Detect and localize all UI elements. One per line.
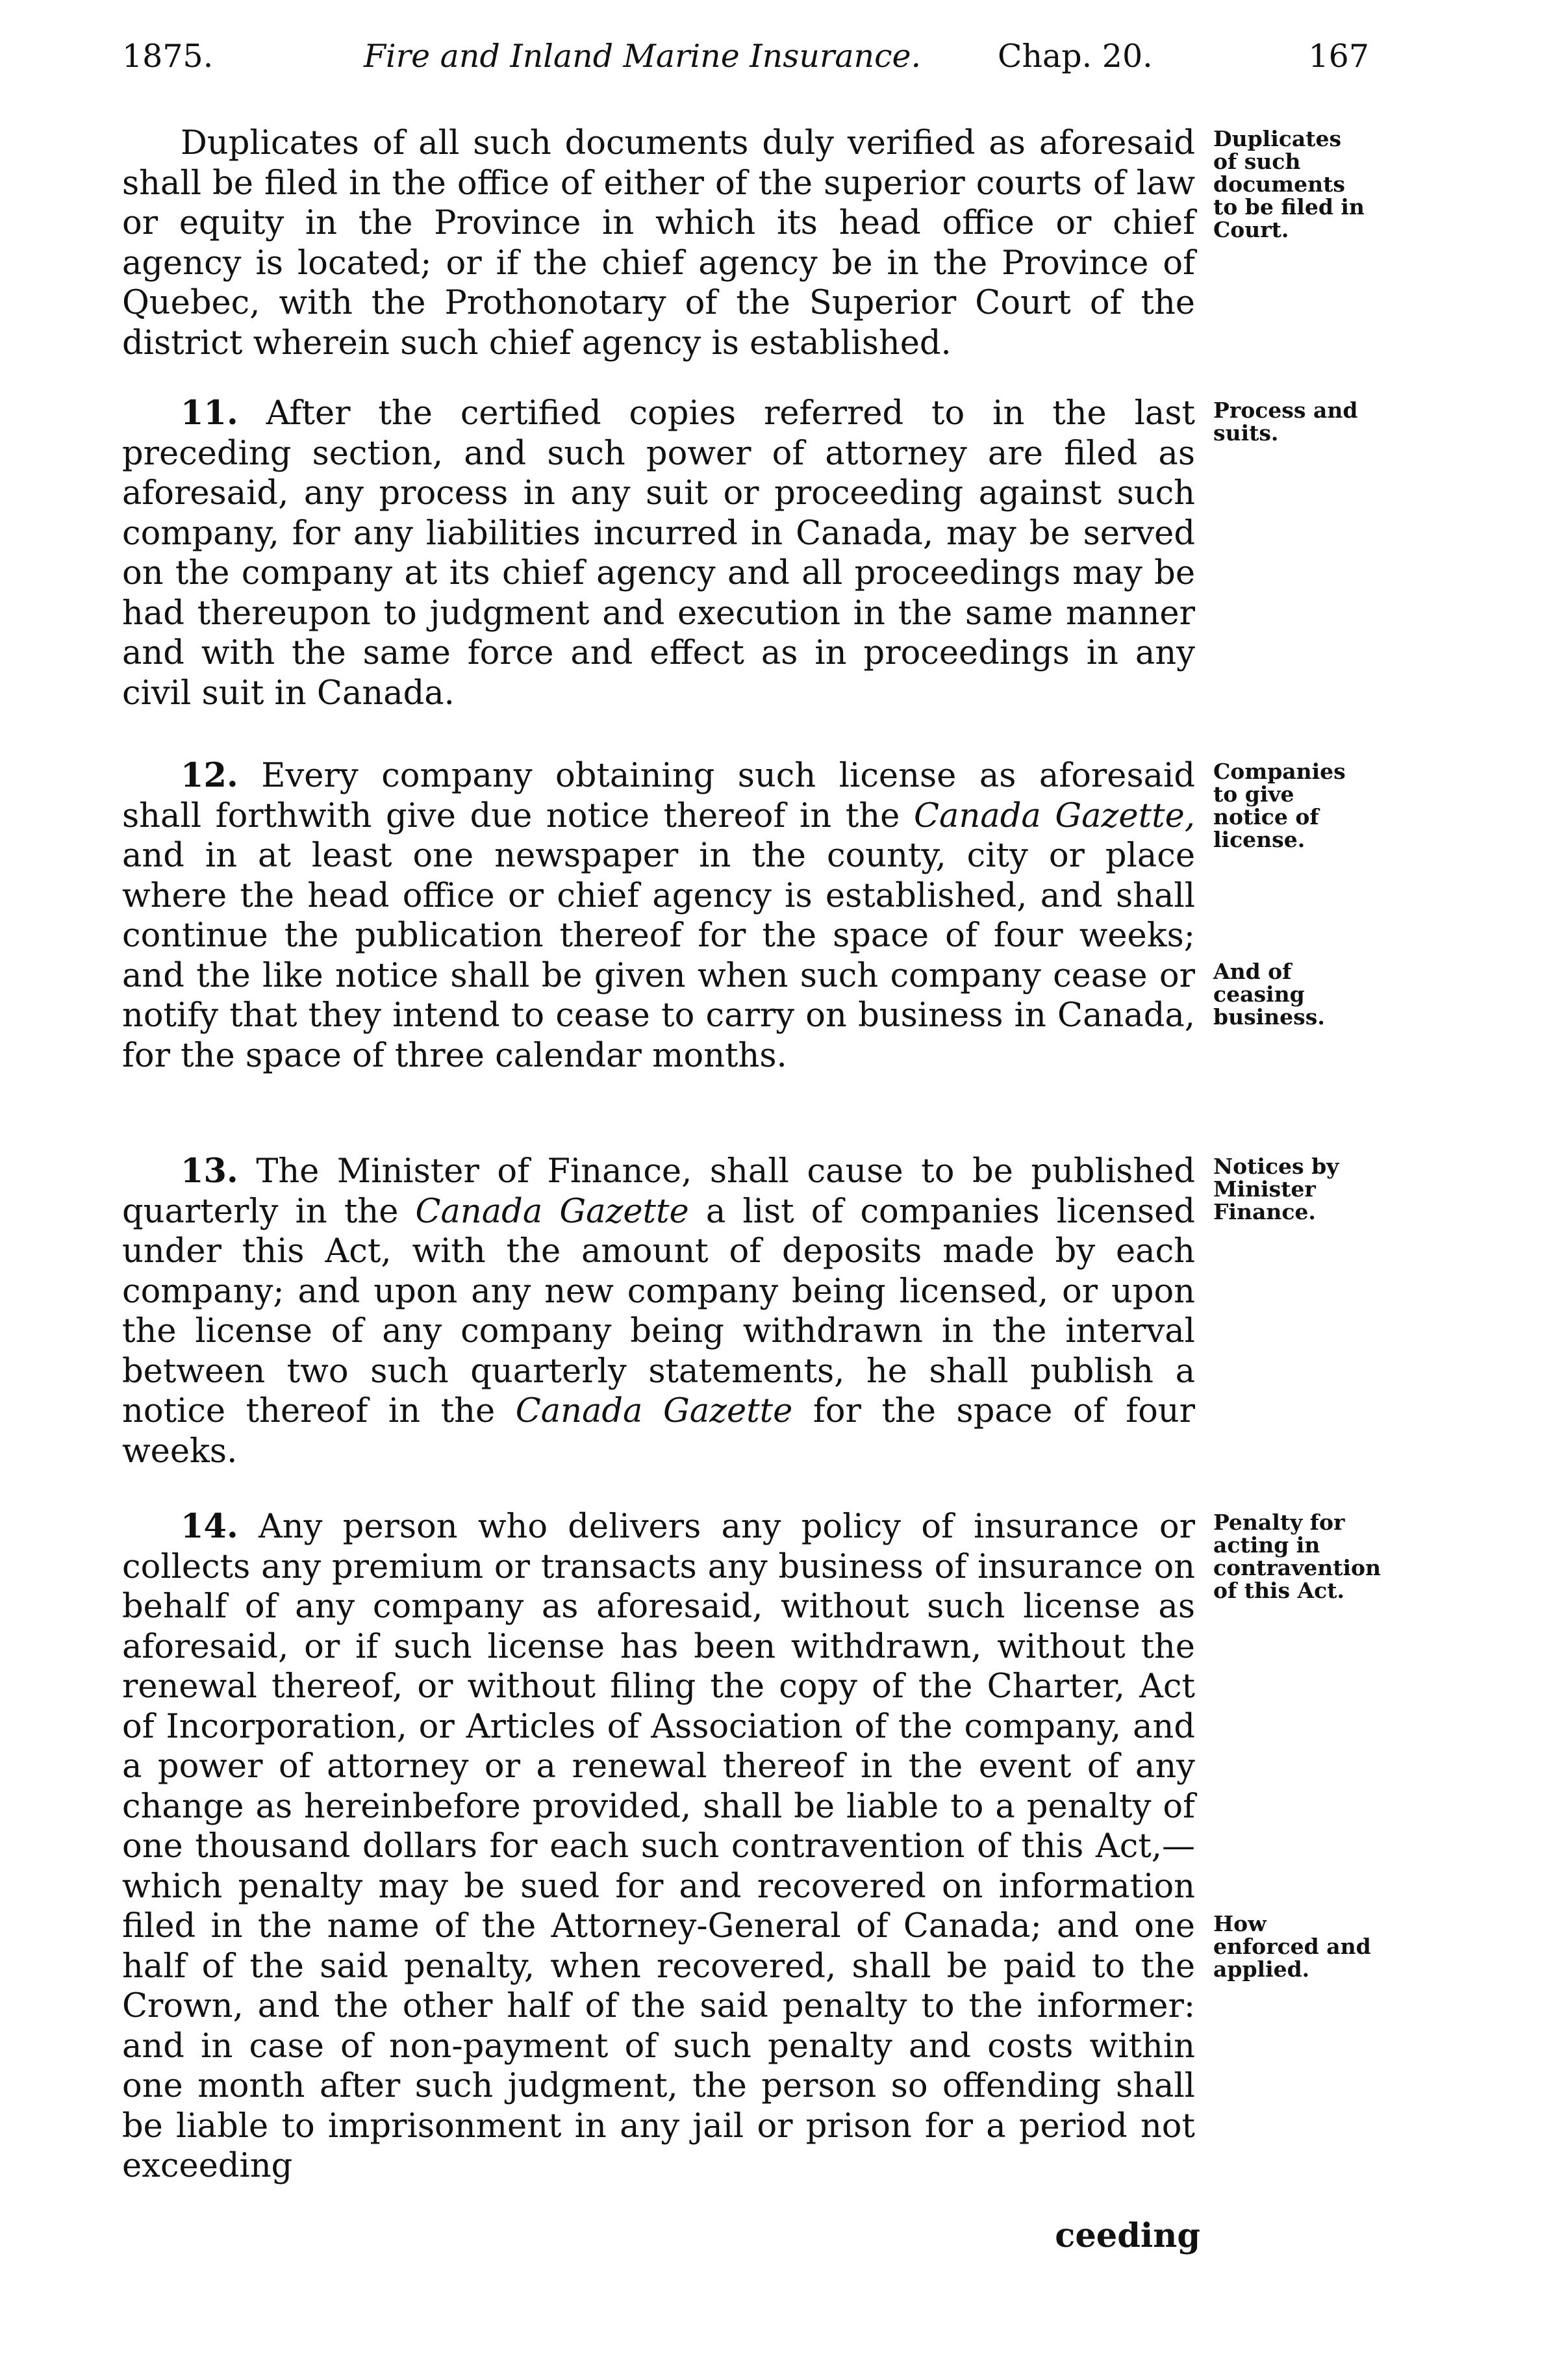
gazette-reference: Canada Gazette <box>415 1192 689 1231</box>
header-chapter: Chap. 20. <box>998 38 1153 75</box>
gazette-reference: Canada Gazette <box>515 1392 793 1430</box>
margin-note-process: Process and suits. <box>1213 398 1358 446</box>
header-title: Fire and Inland Marine Insurance. <box>364 38 922 75</box>
section-13 <box>122 1152 1195 1471</box>
margin-note-duplicates: Duplicates of such documents to be filed in Court. <box>1213 126 1365 242</box>
section-text: for the space of four weeks. <box>122 1392 1195 1471</box>
page-number: 167 <box>1308 38 1369 75</box>
section-text: Duplicates of all such documents duly verified as aforesaid shall be filed in the office of either of the superior courts of law or equity in the Province in which its head office or chief agency is located; or if the chief agency be in the Province of Quebec, with the Prothonotary of the Superior Court of the district wherein such chief agency is established. <box>122 124 1195 362</box>
section-number: 12. <box>181 756 238 795</box>
section-text: After the certified copies referred to in the last preceding section, and such power of attorney are filed as aforesaid, any process in any suit or proceeding against such company, for any liabilities incurred in Canada, may be served on the company at its chief agency and all proceedings may be had thereupon to judgment and execution in the same manner and with the same force and effect as in proceedings in any civil suit in Canada. <box>122 394 1196 713</box>
section-number: 11. <box>181 394 238 433</box>
margin-note-enforced: How enforced and applied. <box>1213 1911 1371 1982</box>
header-year: 1875. <box>122 38 214 75</box>
section-text: The Minister of Finance, shall cause to be published quarterly in the <box>122 1152 1195 1231</box>
section-text: Every company obtaining such license as aforesaid shall forthwith give due notice thereof in the <box>122 757 1195 835</box>
section-11 <box>122 394 1195 713</box>
section-number: 14. <box>181 1507 238 1546</box>
section-text: and in at least one newspaper in the county, city or place where the head office or chief agency is established, and shall continue the publication thereof for the space of four weeks; and the like notice shall be given when such company cease or notify that they intend to cease to carry on business in Canada, for the space of three calendar months. <box>122 837 1195 1075</box>
margin-note-ceasing: And of ceasing business. <box>1213 959 1325 1030</box>
section-14 <box>122 1507 1195 2186</box>
section-duplicates <box>122 123 1195 363</box>
gazette-reference: Canada Gazette, <box>914 796 1195 835</box>
section-12 <box>122 756 1195 1076</box>
margin-note-notices-minister: Notices by Minister Finance. <box>1213 1154 1339 1224</box>
margin-note-penalty: Penalty for acting in contravention of this Act. <box>1213 1510 1381 1603</box>
section-text: a list of companies licensed under this Act, with the amount of deposits made by each company; and upon any new company being licensed, or upon the license of any company being withdrawn in the interval between two such quarterly statements, he shall publish a notice thereof in the <box>122 1192 1195 1430</box>
section-text: Any person who delivers any policy of insurance or collects any premium or transacts any business of insurance on behalf of any company as aforesaid, without such license as aforesaid, or if such license has been withdrawn, without the renewal thereof, or without filing the copy of the Charter, Act of Incorporation, or Articles of Association of the company, and a power of attorney or a renewal thereof in the event of any change as hereinbefore provided, shall be liable to a penalty of one thousand dollars for each such contravention of this Act,—which penalty may be sued for and recovered on information filed in the name of the Attorney-General of Canada; and one half of the said penalty, when recovered, shall be paid to the Crown, and the other half of the said penalty to the informer: and in case of non-payment of such penalty and costs within one month after such judgment, the person so offending shall be liable to imprisonment in any jail or prison for a period not exceeding <box>122 1508 1195 2185</box>
page-header <box>122 38 1369 83</box>
section-number: 13. <box>181 1152 238 1191</box>
catchword: ceeding <box>1055 2216 1200 2255</box>
margin-note-companies-notice: Companies to give notice of license. <box>1213 759 1346 852</box>
